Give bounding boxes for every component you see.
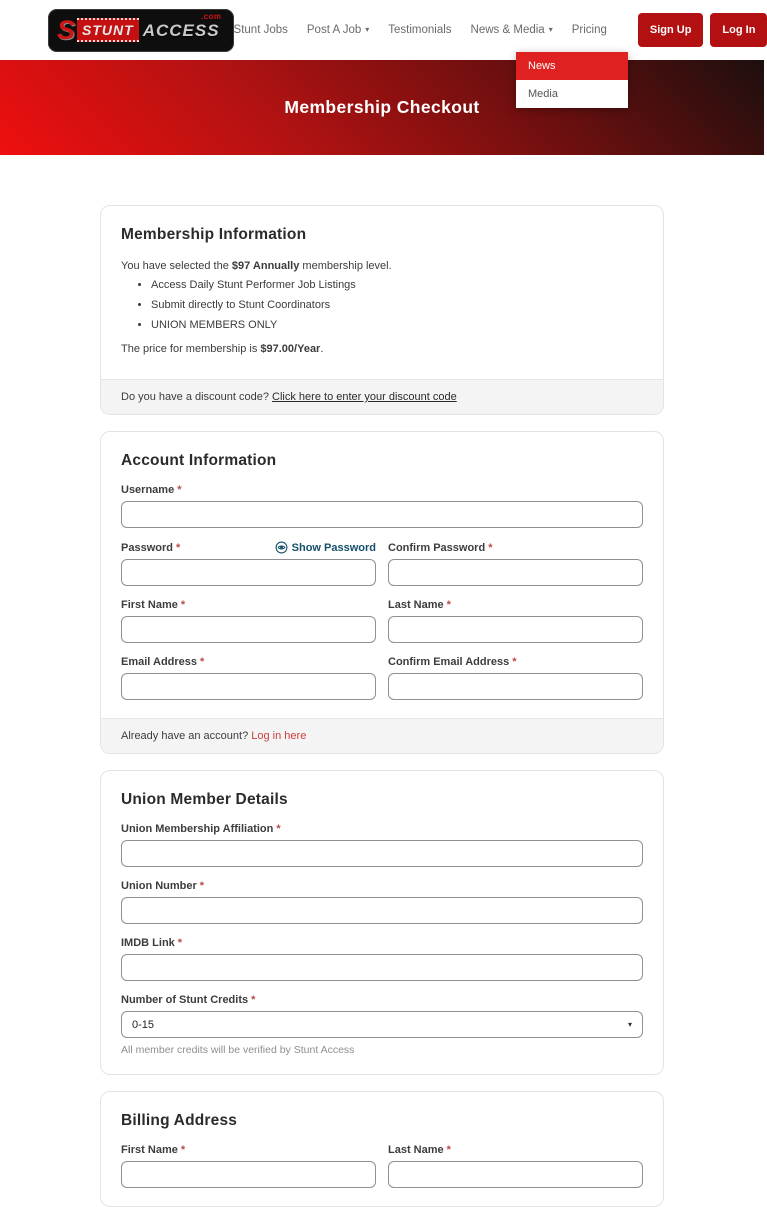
page-title: Membership Checkout	[284, 97, 480, 117]
username-label	[121, 484, 643, 496]
email-fields-group	[121, 656, 643, 700]
nav-label: Stunt Jobs	[233, 24, 288, 36]
account-information-body	[101, 432, 663, 718]
required-asterisk: *	[512, 656, 517, 668]
last-name-input[interactable]	[388, 616, 643, 643]
first-name-field	[121, 599, 376, 643]
first-name-label	[121, 599, 376, 611]
required-asterisk: *	[446, 1144, 451, 1156]
nav-label: Testimonials	[388, 24, 452, 36]
label-text: IMDB Link	[121, 937, 175, 949]
membership-information-card	[100, 205, 664, 415]
log-in-here-link[interactable]: Log in here	[251, 730, 307, 742]
nav-buttons	[638, 13, 767, 47]
checkout-content	[100, 155, 664, 1207]
membership-information-title: Membership Information	[121, 226, 307, 243]
required-asterisk: *	[200, 656, 205, 668]
nav-label: Pricing	[571, 24, 607, 36]
benefit-item: • UNION MEMBERS ONLY	[151, 319, 643, 331]
billing-first-name-label	[121, 1144, 376, 1156]
discount-code-link[interactable]: Click here to enter your discount code	[272, 391, 457, 403]
stunt-credits-field	[121, 994, 643, 1056]
label-text: Email Address	[121, 656, 198, 668]
label-text: First Name	[121, 599, 178, 611]
name-fields-group	[121, 599, 643, 643]
required-asterisk: *	[177, 484, 182, 496]
imdb-link-label	[121, 937, 643, 949]
last-name-field	[388, 599, 643, 643]
billing-first-name-field	[121, 1144, 376, 1188]
membership-level-prefix: You have selected the	[121, 260, 232, 272]
nav-item-stunt-jobs[interactable]	[234, 24, 288, 36]
logo-com-text: .com	[200, 11, 222, 21]
username-field-group	[121, 484, 643, 528]
stunt-credits-select[interactable]	[121, 1011, 643, 1038]
benefit-item: • Access Daily Stunt Performer Job Listings	[151, 279, 643, 291]
stunt-credits-selected-value: 0-15	[132, 1018, 155, 1031]
dropdown-item-media[interactable]: Media	[528, 88, 558, 100]
label-text: Union Number	[121, 880, 197, 892]
union-member-details-card	[100, 770, 664, 1075]
confirm-email-field	[388, 656, 643, 700]
sign-up-button[interactable]: Sign Up	[638, 13, 704, 47]
benefit-item: • Submit directly to Stunt Coordinators	[151, 299, 643, 311]
news-media-dropdown	[516, 52, 628, 108]
label-text: Last Name	[388, 1144, 444, 1156]
required-asterisk: *	[199, 880, 205, 892]
email-field	[121, 656, 376, 700]
confirm-password-label	[388, 542, 492, 554]
nav-item-testimonials[interactable]	[388, 24, 451, 36]
logo-s-icon: S	[57, 14, 76, 45]
nav-label: News & Media	[470, 24, 545, 36]
chevron-down-icon: ▾	[548, 25, 553, 34]
logo-access-text: ACCESS	[142, 20, 220, 40]
required-asterisk: *	[446, 599, 451, 611]
required-asterisk: *	[180, 599, 186, 611]
hero-banner	[0, 60, 764, 155]
nav-item-post-a-job[interactable]	[307, 24, 369, 36]
email-label	[121, 656, 376, 668]
last-name-label	[388, 599, 643, 611]
login-footer	[101, 718, 663, 753]
label-text: Confirm Password	[388, 542, 486, 554]
discount-code-footer	[101, 379, 663, 414]
first-name-input[interactable]	[121, 616, 376, 643]
confirm-password-input[interactable]	[388, 559, 643, 586]
stunt-credits-label	[121, 994, 643, 1006]
login-footer-text: Already have an account?	[121, 730, 252, 742]
union-number-input[interactable]	[121, 897, 643, 924]
logo-stunt-text: STUNT	[77, 18, 139, 42]
billing-first-name-input[interactable]	[121, 1161, 376, 1188]
username-input[interactable]	[121, 501, 643, 528]
confirm-email-label	[388, 656, 643, 668]
union-member-details-body	[101, 771, 663, 1074]
price-suffix: .	[320, 342, 324, 355]
union-number-field	[121, 880, 643, 924]
price-value: $97.00/Year	[260, 342, 321, 355]
label-text: Union Membership Affiliation	[121, 823, 274, 835]
credits-helper-text: All member credits will be verified by Stunt Access	[121, 1044, 355, 1056]
label-text: Last Name	[388, 599, 444, 611]
chevron-down-icon: ▾	[365, 25, 370, 34]
membership-level-suffix: membership level.	[299, 260, 392, 272]
dropdown-item-news[interactable]: News	[516, 52, 628, 80]
membership-information-body	[101, 206, 663, 379]
account-information-title: Account Information	[121, 452, 277, 469]
show-password-label: Show Password	[291, 541, 376, 554]
billing-address-card	[100, 1091, 664, 1207]
main-nav	[234, 13, 767, 47]
billing-last-name-input[interactable]	[388, 1161, 643, 1188]
required-asterisk: *	[251, 994, 256, 1006]
union-member-details-title: Union Member Details	[121, 791, 288, 808]
label-text: Number of Stunt Credits	[121, 994, 249, 1006]
billing-address-body	[101, 1092, 663, 1206]
discount-question-text: Do you have a discount code?	[121, 391, 273, 403]
billing-address-title: Billing Address	[121, 1112, 238, 1129]
password-label-row	[121, 541, 376, 554]
label-text: Password	[121, 542, 173, 554]
confirm-email-input[interactable]	[388, 673, 643, 700]
required-asterisk: *	[276, 823, 281, 835]
billing-last-name-field	[388, 1144, 643, 1188]
label-text: Username	[121, 484, 175, 496]
password-fields-group	[121, 541, 643, 586]
account-information-card	[100, 431, 664, 754]
chevron-down-icon: ▾	[627, 1020, 632, 1029]
password-input[interactable]	[121, 559, 376, 586]
imdb-link-field	[121, 937, 643, 981]
nav-item-news-media[interactable]	[471, 24, 553, 36]
membership-level-name: $97 Annually	[231, 260, 300, 272]
stunt-access-logo[interactable]	[48, 9, 234, 52]
label-text: First Name	[121, 1144, 178, 1156]
billing-name-fields-group	[121, 1144, 643, 1188]
eye-icon	[275, 541, 288, 554]
site-header	[0, 0, 764, 100]
show-password-toggle[interactable]	[275, 541, 376, 554]
imdb-link-input[interactable]	[121, 954, 643, 981]
membership-level-text	[121, 258, 643, 275]
log-in-button[interactable]: Log In	[710, 13, 767, 47]
required-asterisk: *	[180, 1144, 186, 1156]
required-asterisk: *	[177, 937, 183, 949]
label-text: Confirm Email Address	[388, 656, 510, 668]
membership-price-text	[121, 341, 643, 358]
billing-last-name-label	[388, 1144, 643, 1156]
union-affiliation-input[interactable]	[121, 840, 643, 867]
email-input[interactable]	[121, 673, 376, 700]
required-asterisk: *	[175, 542, 181, 554]
union-affiliation-field	[121, 823, 643, 867]
union-number-label	[121, 880, 643, 892]
membership-benefits-list	[121, 279, 643, 331]
confirm-password-label-row	[388, 541, 643, 554]
required-asterisk: *	[488, 542, 493, 554]
nav-item-pricing[interactable]	[572, 24, 607, 36]
nav-label: Post A Job	[306, 24, 362, 36]
password-label	[121, 542, 180, 554]
union-affiliation-label	[121, 823, 643, 835]
price-prefix: The price for membership is	[121, 342, 261, 355]
